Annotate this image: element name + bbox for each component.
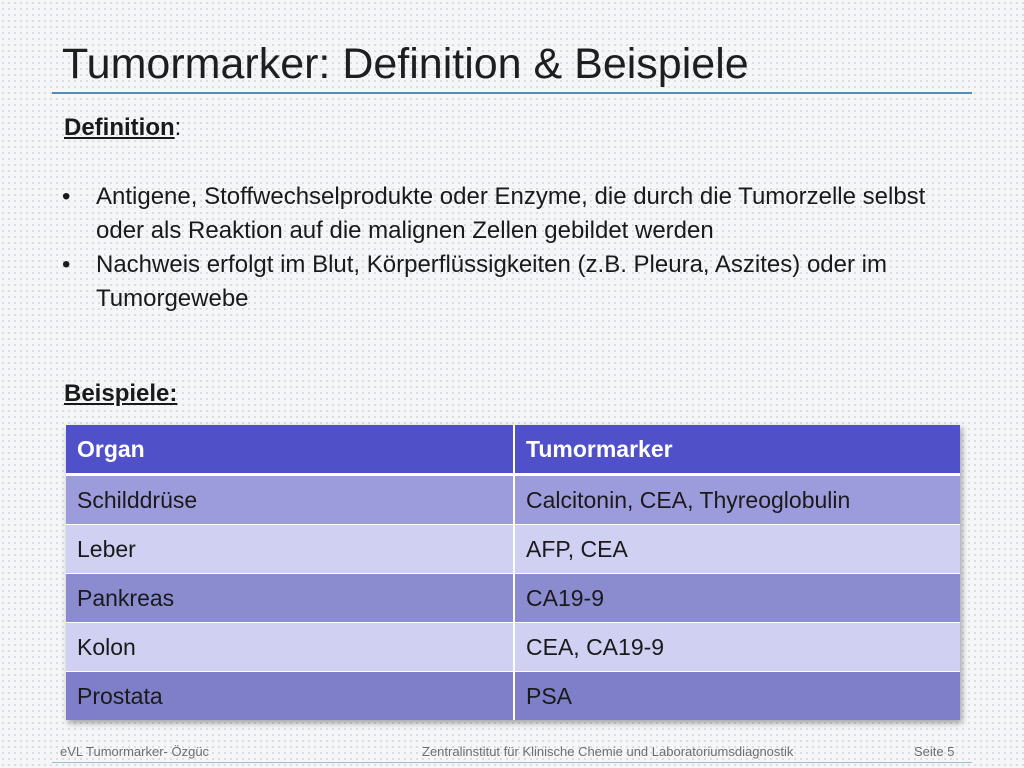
table-row xyxy=(66,525,960,574)
table-row xyxy=(66,574,960,623)
tumormarker-table xyxy=(66,425,960,720)
definition-bullet-text: Nachweis erfolgt im Blut, Körperflüssigkeiten (z.B. Pleura, Aszites) oder im Tumorgewebe xyxy=(96,251,887,312)
column-header-tumormarker: Tumormarker xyxy=(514,425,960,475)
cell-tumormarker: Calcitonin, CEA, Thyreoglobulin xyxy=(514,475,960,525)
footer-divider xyxy=(52,762,972,763)
examples-heading xyxy=(64,380,177,408)
cell-organ: Kolon xyxy=(66,623,514,672)
definition-heading xyxy=(64,114,181,142)
bullet-icon: • xyxy=(62,251,71,278)
cell-organ: Schilddrüse xyxy=(66,475,514,525)
table-row xyxy=(66,672,960,721)
table-row xyxy=(66,623,960,672)
cell-tumormarker: CA19-9 xyxy=(514,574,960,623)
definition-bullet-item xyxy=(62,180,972,248)
column-header-organ: Organ xyxy=(66,425,514,475)
cell-organ: Pankreas xyxy=(66,574,514,623)
cell-tumormarker: AFP, CEA xyxy=(514,525,960,574)
title-divider xyxy=(52,92,972,94)
footer-institute: Zentralinstitut für Klinische Chemie und Laboratoriumsdiagnostik xyxy=(422,744,794,759)
table-header-row xyxy=(66,425,960,475)
slide-title: Tumormarker: Definition & Beispiele xyxy=(62,40,749,88)
definition-bullet-item xyxy=(62,248,972,316)
bullet-icon: • xyxy=(62,183,71,210)
table-row xyxy=(66,475,960,525)
footer-author: eVL Tumormarker- Özgüc xyxy=(60,744,210,759)
footer-page-number: Seite 5 xyxy=(914,744,955,759)
cell-tumormarker: CEA, CA19-9 xyxy=(514,623,960,672)
definition-bullet-list xyxy=(62,180,972,316)
definition-heading-label: Definition xyxy=(64,114,175,141)
cell-tumormarker: PSA xyxy=(514,672,960,721)
cell-organ: Leber xyxy=(66,525,514,574)
definition-heading-colon: : xyxy=(174,114,182,141)
examples-heading-label: Beispiele: xyxy=(64,380,178,407)
definition-bullet-text: Antigene, Stoffwechselprodukte oder Enzyme, die durch die Tumorzelle selbst oder als Reaktion auf die malignen Zellen gebildet werden xyxy=(96,183,926,244)
cell-organ: Prostata xyxy=(66,672,514,721)
